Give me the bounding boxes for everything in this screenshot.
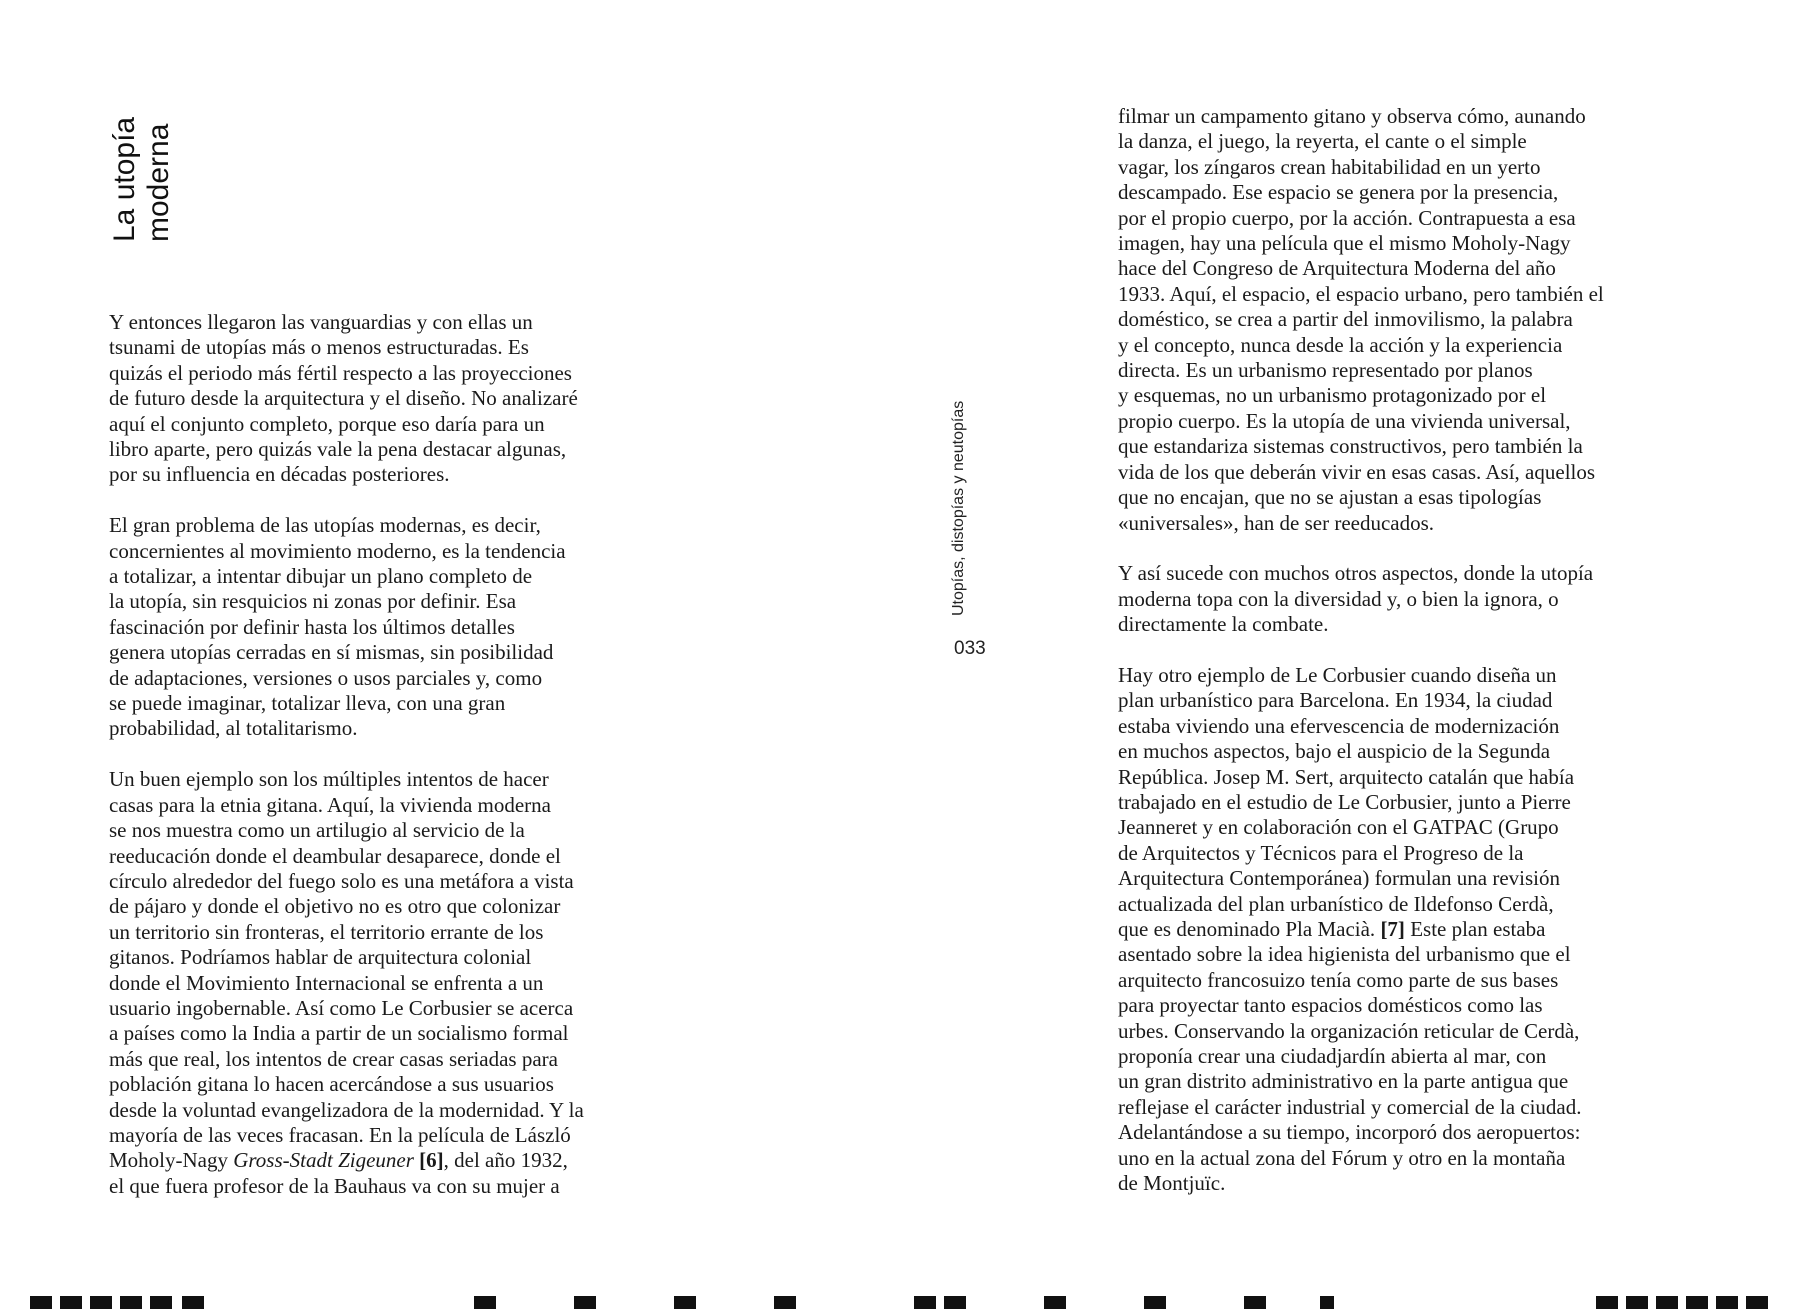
bar-block bbox=[1746, 1296, 1768, 1309]
text-line: aquí el conjunto completo, porque eso daría para un bbox=[109, 411, 545, 436]
text-line: un gran distrito administrativo en la parte antigua que bbox=[1118, 1069, 1569, 1094]
text-line: vida de los que deberán vivir en esas casas. Así, aquellos bbox=[1118, 459, 1596, 484]
film-reference-line: Moholy-Nagy Gross-Stadt Zigeuner [6], del año 1932, bbox=[109, 1148, 568, 1173]
text-line: por su influencia en décadas posteriores. bbox=[109, 462, 450, 487]
paragraph bbox=[1118, 561, 1718, 637]
text-line: Y así sucede con muchos otros aspectos, donde la utopía bbox=[1118, 561, 1594, 586]
text-line: descampado. Ese espacio se genera por la presencia, bbox=[1118, 180, 1559, 205]
text-line: para proyectar tanto espacios domésticos como las bbox=[1118, 993, 1543, 1018]
text-line: Adelantándose a su tiempo, incorporó dos aeropuertos: bbox=[1118, 1120, 1581, 1145]
paragraph-lines bbox=[109, 767, 699, 1148]
text-line: estaba viviendo una efervescencia de modernización bbox=[1118, 713, 1560, 738]
text-line: El gran problema de las utopías modernas, es decir, bbox=[109, 513, 541, 538]
text-line: 1933. Aquí, el espacio, el espacio urbano, pero también el bbox=[1118, 281, 1604, 306]
running-head: Utopías, distopías y neutopías bbox=[950, 400, 967, 616]
text-line: concernientes al movimiento moderno, es la tendencia bbox=[109, 538, 566, 563]
chapter-title-line-2: moderna bbox=[142, 123, 175, 242]
paragraph-lines bbox=[1118, 942, 1718, 1196]
text-line: por el propio cuerpo, por la acción. Contrapuesta a esa bbox=[1118, 205, 1576, 230]
text-line: propio cuerpo. Es la utopía de una vivienda universal, bbox=[1118, 408, 1571, 433]
text-line: moderna topa con la diversidad y, o bien la ignora, o bbox=[1118, 586, 1559, 611]
text-line: gitanos. Podríamos hablar de arquitectura colonial bbox=[109, 945, 532, 970]
text-line: que no encajan, que no se ajustan a esas tipologías bbox=[1118, 485, 1542, 510]
text-line: se puede imaginar, totalizar lleva, con una gran bbox=[109, 691, 506, 716]
bar-block bbox=[1144, 1296, 1166, 1309]
text-line: probabilidad, al totalitarismo. bbox=[109, 716, 358, 741]
text-line: desde la voluntad evangelizadora de la modernidad. Y la bbox=[109, 1097, 584, 1122]
text-line: usuario ingobernable. Así como Le Corbusier se acerca bbox=[109, 995, 574, 1020]
text-line: fascinación por definir hasta los últimos detalles bbox=[109, 614, 515, 639]
bar-block bbox=[1044, 1296, 1066, 1309]
text-line: y esquemas, no un urbanismo protagonizado por el bbox=[1118, 383, 1547, 408]
text-line: filmar un campamento gitano y observa cómo, aunando bbox=[1118, 104, 1586, 128]
bar-block bbox=[1244, 1296, 1266, 1309]
bar-block bbox=[914, 1296, 936, 1309]
text-line: quizás el periodo más fértil respecto a las proyecciones bbox=[109, 360, 572, 385]
paragraph-lines bbox=[1118, 663, 1718, 917]
paragraph bbox=[109, 767, 699, 1199]
footnote-reference-line: que es denominado Pla Macià. [7] Este plan estaba bbox=[1118, 916, 1546, 941]
text-line: a países como la India a partir de un socialismo formal bbox=[109, 1021, 569, 1046]
right-text-column bbox=[1118, 104, 1718, 1222]
bar-block bbox=[674, 1296, 696, 1309]
text-line: libro aparte, pero quizás vale la pena destacar algunas, bbox=[109, 437, 567, 462]
bar-block bbox=[60, 1296, 82, 1309]
text-line: población gitana lo hacen acercándose a sus usuarios bbox=[109, 1072, 554, 1097]
text-line: arquitecto francosuizo tenía como parte de sus bases bbox=[1118, 967, 1559, 992]
bar-block bbox=[90, 1296, 112, 1309]
text-line: el que fuera profesor de la Bauhaus va con su mujer a bbox=[109, 1173, 560, 1198]
text-line: genera utopías cerradas en sí mismas, sin posibilidad bbox=[109, 640, 554, 665]
text-line: más que real, los intentos de crear casas seriadas para bbox=[109, 1046, 558, 1071]
text-line: se nos muestra como un artilugio al servicio de la bbox=[109, 818, 525, 843]
text-line: uno en la actual zona del Fórum y otro en la montaña bbox=[1118, 1145, 1566, 1170]
bar-block bbox=[1626, 1296, 1648, 1309]
chapter-title-line-1: La utopía bbox=[108, 116, 141, 242]
text-line: Un buen ejemplo son los múltiples intentos de hacer bbox=[109, 767, 549, 792]
bar-block bbox=[1686, 1296, 1708, 1309]
text-line: de Arquitectos y Técnicos para el Progreso de la bbox=[1118, 840, 1524, 865]
text-line: trabajado en el estudio de Le Corbusier, junto a Pierre bbox=[1118, 789, 1571, 814]
text-line: plan urbanístico para Barcelona. En 1934, la ciudad bbox=[1118, 688, 1553, 713]
bar-block bbox=[150, 1296, 172, 1309]
bar-block bbox=[182, 1296, 204, 1309]
text-line: de pájaro y donde el objetivo no es otro que colonizar bbox=[109, 894, 561, 919]
text-line: directa. Es un urbanismo representado por planos bbox=[1118, 358, 1533, 383]
text-line: de Montjuïc. bbox=[1118, 1171, 1226, 1196]
bar-block bbox=[944, 1296, 966, 1309]
bar-block bbox=[1596, 1296, 1618, 1309]
left-text-column bbox=[109, 310, 699, 1225]
text-line: la utopía, sin resquicios ni zonas por definir. Esa bbox=[109, 589, 517, 614]
page-number: 033 bbox=[954, 638, 986, 659]
text-line: de futuro desde la arquitectura y el diseño. No analizaré bbox=[109, 386, 578, 411]
paragraph bbox=[109, 513, 699, 742]
text-line: imagen, hay una película que el mismo Moholy-Nagy bbox=[1118, 231, 1571, 256]
text-line: «universales», han de ser reeducados. bbox=[1118, 510, 1435, 535]
film-title: Gross-Stadt Zigeuner bbox=[233, 1148, 414, 1173]
text-line: vagar, los zíngaros crean habitabilidad en un yerto bbox=[1118, 154, 1541, 179]
text-line: que estandariza sistemas constructivos, pero también la bbox=[1118, 434, 1583, 459]
text-line: la danza, el juego, la reyerta, el cante o el simple bbox=[1118, 129, 1527, 154]
decorative-bottom-bar bbox=[0, 1296, 1800, 1309]
text-line: Y entonces llegaron las vanguardias y con ellas un bbox=[109, 310, 533, 334]
paragraph bbox=[109, 310, 699, 488]
text-line: directamente la combate. bbox=[1118, 612, 1329, 637]
text-line: círculo alrededor del fuego solo es una metáfora a vista bbox=[109, 868, 574, 893]
chapter-title bbox=[108, 117, 176, 242]
text-line: tsunami de utopías más o menos estructuradas. Es bbox=[109, 335, 529, 360]
bar-block bbox=[120, 1296, 142, 1309]
text-line: donde el Movimiento Internacional se enfrenta a un bbox=[109, 970, 544, 995]
text-line: urbes. Conservando la organización reticular de Cerdà, bbox=[1118, 1018, 1580, 1043]
text-line: Jeanneret y en colaboración con el GATPAC (Grupo bbox=[1118, 815, 1559, 840]
text-line: República. Josep M. Sert, arquitecto catalán que había bbox=[1118, 764, 1575, 789]
text-line: en muchos aspectos, bajo el auspicio de la Segunda bbox=[1118, 739, 1551, 764]
text-line: reflejase el carácter industrial y comercial de la ciudad. bbox=[1118, 1094, 1582, 1119]
text-line: Arquitectura Contemporánea) formulan una revisión bbox=[1118, 866, 1561, 891]
text-line: casas para la etnia gitana. Aquí, la vivienda moderna bbox=[109, 792, 551, 817]
text-line: Hay otro ejemplo de Le Corbusier cuando diseña un bbox=[1118, 662, 1557, 687]
bar-block bbox=[574, 1296, 596, 1309]
text-line: y el concepto, nunca desde la acción y la experiencia bbox=[1118, 332, 1563, 357]
paragraph bbox=[1118, 663, 1718, 1197]
text-line: de adaptaciones, versiones o usos parciales y, como bbox=[109, 665, 543, 690]
text-line: asentado sobre la idea higienista del urbanismo que el bbox=[1118, 942, 1571, 967]
bar-block bbox=[1716, 1296, 1738, 1309]
text-line: actualizada del plan urbanístico de Ildefonso Cerdà, bbox=[1118, 891, 1554, 916]
text-line: a totalizar, a intentar dibujar un plano completo de bbox=[109, 564, 533, 589]
bar-block bbox=[1656, 1296, 1678, 1309]
paragraph bbox=[1118, 104, 1718, 536]
footnote-ref-6[interactable]: [6] bbox=[419, 1148, 444, 1173]
text-line: un territorio sin fronteras, el territorio errante de los bbox=[109, 919, 544, 944]
text-line: reeducación donde el deambular desaparece, donde el bbox=[109, 843, 561, 868]
footnote-ref-7[interactable]: [7] bbox=[1380, 916, 1405, 941]
text-line: proponía crear una ciudadjardín abierta al mar, con bbox=[1118, 1044, 1547, 1068]
bar-block bbox=[474, 1296, 496, 1309]
bar-block bbox=[30, 1296, 52, 1309]
text-line: mayoría de las veces fracasan. En la película de László bbox=[109, 1122, 571, 1147]
text-line: doméstico, se crea a partir del inmovilismo, la palabra bbox=[1118, 307, 1573, 332]
text-line: hace del Congreso de Arquitectura Moderna del año bbox=[1118, 256, 1556, 281]
bar-block bbox=[1320, 1296, 1334, 1309]
bar-block bbox=[774, 1296, 796, 1309]
